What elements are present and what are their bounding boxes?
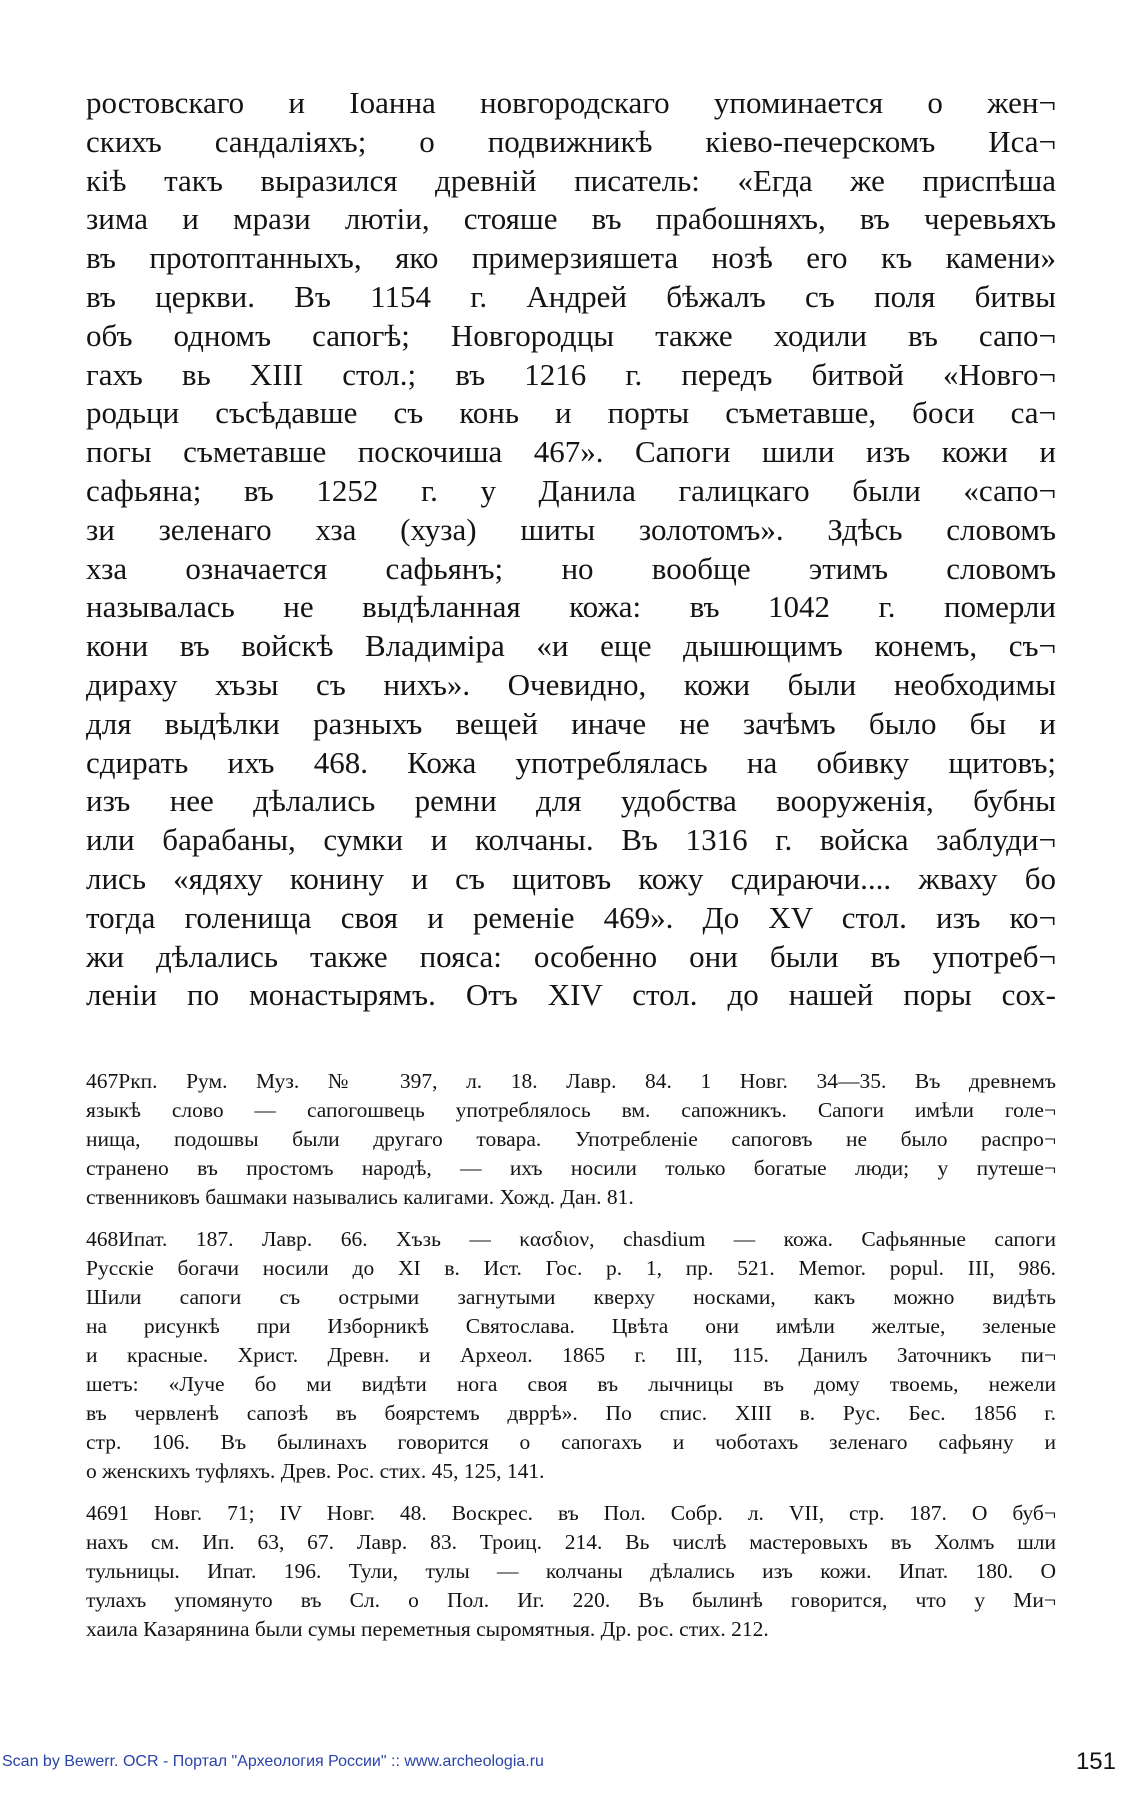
footnote-line: 467Ркп. Рум. Муз. № 397, л. 18. Лавр. 84. 1 Новг. 34—35. Въ древнемъ	[86, 1069, 1056, 1093]
footnote-line: ственниковъ башмаки назывались калигами. Хожд. Дан. 81.	[86, 1184, 634, 1209]
footnote-467	[86, 1067, 1056, 1211]
footnote-line: Шили сапоги съ острыми загнутыми кверху носками, какъ можно видѣть	[86, 1285, 1056, 1310]
footnotes-block	[86, 1067, 1056, 1658]
footnote-line: и красные. Христ. Древн. и Археол. 1865 г. III, 115. Данилъ Заточникъ пи¬	[86, 1343, 1056, 1368]
main-text-line: хза означается сафьянъ; но вообще этимъ словомъ	[86, 550, 1056, 586]
main-text-line: кони въ войскѣ Владиміра «и еще дышющимъ конемъ, съ¬	[86, 628, 1056, 664]
scan-credit: Scan by Bewerr. OCR - Портал "Археология России" :: www.archeologia.ru	[2, 1753, 544, 1770]
main-text-line: сафьяна; въ 1252 г. у Данила галицкаго были «сапо¬	[86, 472, 1056, 508]
main-text-line: зи зеленаго хза (хуза) шиты золотомъ». Здѣсь словомъ	[86, 511, 1056, 547]
footnote-469	[86, 1499, 1056, 1643]
footnote-line: нахъ см. Ип. 63, 67. Лавр. 83. Троиц. 214. Вь числѣ мастеровыхъ въ Холмъ шли	[86, 1530, 1056, 1555]
footnote-line: языкѣ слово — сапогошвець употреблялось вм. сапожникъ. Сапоги имѣли голе¬	[86, 1097, 1056, 1122]
footnote-line: 4691 Новг. 71; IV Новг. 48. Воскрес. въ Пол. Собр. л. VII, стр. 187. О буб¬	[86, 1501, 1056, 1526]
main-text-block	[86, 84, 1056, 1015]
main-text-line: тогда голенища своя и ременіе 469». До XV стол. изъ ко¬	[86, 899, 1056, 935]
footnote-line: на рисункѣ при Изборникѣ Святослава. Цвѣта они имѣли желтые, зеленые	[86, 1314, 1056, 1339]
page-number: 151	[1075, 1748, 1116, 1775]
main-text-line: сдирать ихъ 468. Кожа употреблялась на обивку щитовъ;	[86, 744, 1056, 780]
footnote-line: Русскіе богачи носили до XI в. Ист. Гос. р. 1, пр. 521. Memor. popul. III, 986.	[86, 1256, 1056, 1281]
footnote-line: странено въ простомъ народѣ, — ихъ носили только богатые люди; у путеше¬	[86, 1155, 1056, 1180]
footnote-468	[86, 1225, 1056, 1485]
main-text-line: ростовскаго и Іоанна новгородскаго упоминается о жен¬	[86, 85, 1056, 120]
main-text-line: гахъ вь XIII стол.; въ 1216 г. передъ битвой «Новго¬	[86, 356, 1056, 392]
footnote-line: въ червленѣ сапозѣ въ боярстемъ двррѣ». По спис. XIII в. Рус. Бес. 1856 г.	[86, 1400, 1056, 1425]
footnote-line: нища, подошвы были другаго товара. Употребленіе сапоговъ не было распро¬	[86, 1126, 1056, 1151]
footnote-line: тулахъ упомянуто въ Сл. о Пол. Иг. 220. Въ былинѣ говорится, что у Ми¬	[86, 1588, 1056, 1613]
main-text-line: кіѣ такъ выразился древній писатель: «Егда же приспѣша	[86, 162, 1056, 198]
main-text-line: скихъ сандаліяхъ; о подвижникѣ кіево-печерскомъ Иса¬	[86, 123, 1056, 159]
main-text-line: лись «ядяху конину и съ щитовъ кожу сдираючи.... жваху бо	[86, 860, 1056, 896]
main-text-line: называлась не выдѣланная кожа: въ 1042 г. померли	[86, 589, 1056, 625]
main-text-line: жи дѣлались также пояса: особенно они были въ употреб¬	[86, 938, 1056, 974]
main-text-line: или барабаны, сумки и колчаны. Въ 1316 г. войска заблуди¬	[86, 822, 1056, 858]
footnote-line: хаила Казарянина были сумы переметныя сыромятныя. Др. рос. стих. 212.	[86, 1617, 769, 1642]
footnote-line: шетъ: «Луче бо ми видѣти нога своя въ лычницы въ дому твоемь, нежели	[86, 1371, 1056, 1396]
main-text-line: погы съметавше поскочиша 467». Сапоги шили изъ кожи и	[86, 434, 1056, 470]
main-text-line: въ протоптанныхъ, яко примерзияшета нозѣ его къ камени»	[86, 240, 1056, 276]
footnote-line: стр. 106. Въ былинахъ говорится о сапогахъ и чоботахъ зеленаго сафьяну и	[86, 1429, 1056, 1454]
footnote-line: тульницы. Ипат. 196. Тули, тулы — колчаны дѣлались изъ кожи. Ипат. 180. О	[86, 1559, 1056, 1584]
main-text-line: леніи по монастырямъ. Отъ XIV стол. до нашей поры сох-	[86, 977, 1056, 1013]
main-text-line: зима и мрази лютіи, стояше въ прабошняхъ, въ черевьяхъ	[86, 201, 1056, 237]
footnote-line: о женскихъ туфляхъ. Древ. Рос. стих. 45, 125, 141.	[86, 1458, 545, 1483]
main-text-line: дираху хъзы съ нихъ». Очевидно, кожи были необходимы	[86, 666, 1056, 702]
main-text-line: изъ нее дѣлались ремни для удобства вооруженія, бубны	[86, 783, 1056, 819]
main-text-line: объ одномъ сапогѣ; Новгородцы также ходили въ сапо¬	[86, 317, 1056, 353]
main-text-line: родьци съсѣдавше съ конь и порты съметавше, боси са¬	[86, 395, 1056, 431]
footnote-line: 468Ипат. 187. Лавр. 66. Хъзь — κασδιον, chasdium — кожа. Сафьянные сапоги	[86, 1227, 1056, 1252]
main-text-line: для выдѣлки разныхъ вещей иначе не зачѣмъ было бы и	[86, 705, 1056, 741]
main-text-line: въ церкви. Въ 1154 г. Андрей бѣжалъ съ поля битвы	[86, 278, 1056, 314]
